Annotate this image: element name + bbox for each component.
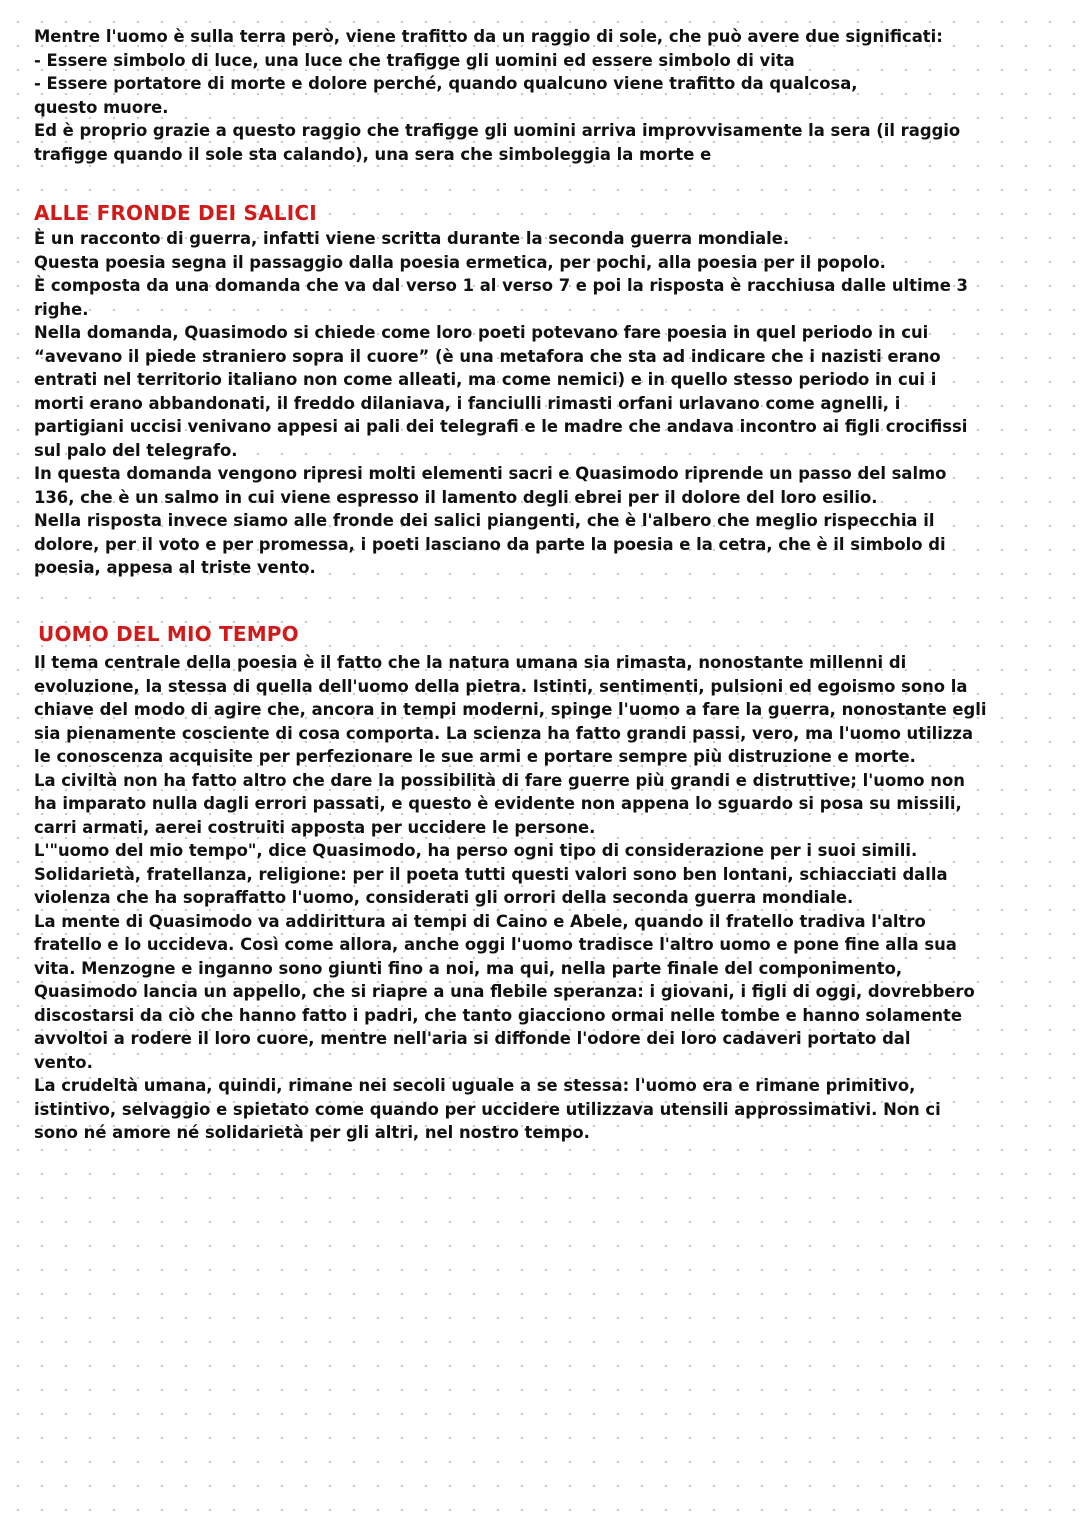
text-line: poesia, appesa al triste vento. bbox=[34, 558, 316, 577]
text-line: Nella domanda, Quasimodo si chiede come loro poeti potevano fare poesia in quel periodo in cui bbox=[34, 323, 929, 342]
text-line: La civiltà non ha fatto altro che dare la possibilità di fare guerre più grandi e distruttive; l'uomo non bbox=[34, 770, 965, 790]
text-line: evoluzione, la stessa di quella dell'uomo della pietra. Istinti, sentimenti, pulsioni ed egoismo sono la bbox=[34, 676, 968, 696]
text-line: vento. bbox=[34, 1052, 93, 1072]
text-line: Quasimodo lancia un appello, che si riapre a una flebile speranza: i giovani, i figli di oggi, dovrebbero bbox=[34, 982, 975, 1001]
text-line: istintivo, selvaggio e spietato come quando per uccidere utilizzava utensili approssimativi. Non ci bbox=[34, 1099, 941, 1119]
text-line: L'"uomo del mio tempo", dice Quasimodo, ha perso ogni tipo di considerazione per i suoi simili. bbox=[34, 841, 918, 860]
text-line: La crudeltà umana, quindi, rimane nei secoli uguale a se stessa: l'uomo era e rimane primitivo, bbox=[34, 1076, 916, 1095]
text-line: vita. Menzogne e inganno sono giunti fino a noi, ma qui, nella parte finale del componimento, bbox=[34, 958, 903, 978]
text-line: avvoltoi a rodere il loro cuore, mentre nell'aria si diffonde l'odore dei loro cadaveri portato dal bbox=[34, 1029, 911, 1048]
text-line: morti erano abbandonati, il freddo dilaniava, i fanciulli rimasti orfani urlavano come agnelli, i bbox=[34, 393, 901, 413]
text-line: fratello e lo uccideva. Così come allora, anche oggi l'uomo tradisce l'altro uomo e pone fine alla sua bbox=[34, 935, 957, 954]
text-line: le conoscenza acquisite per perfezionare le sue armi e portare sempre più distruzione e morte. bbox=[34, 747, 916, 766]
text-line: Ed è proprio grazie a questo raggio che trafigge gli uomini arriva improvvisamente la sera (il raggio bbox=[34, 121, 961, 140]
text-line: carri armati, aerei costruiti apposta per uccidere le persone. bbox=[34, 817, 596, 837]
section-body-salici bbox=[34, 227, 1044, 580]
text-line: righe. bbox=[34, 299, 89, 319]
text-line: sia pienamente cosciente di cosa comporta. La scienza ha fatto grandi passi, vero, ma l'uomo utilizza bbox=[34, 723, 974, 743]
text-line: La mente di Quasimodo va addirittura ai tempi di Caino e Abele, quando il fratello tradiva l'altro bbox=[34, 911, 926, 931]
text-line: Nella risposta invece siamo alle fronde dei salici piangenti, che è l'albero che meglio rispecchia il bbox=[34, 511, 935, 530]
text-line: discostarsi da ciò che hanno fatto i padri, che tanto giacciono ormai nelle tombe e hanno solamente bbox=[34, 1005, 962, 1025]
text-line: 136, che è un salmo in cui viene espresso il lamento degli ebrei per il dolore del loro esilio. bbox=[34, 487, 878, 507]
intro-paragraph bbox=[34, 25, 1044, 166]
text-line: Solidarietà, fratellanza, religione: per il poeta tutti questi valori sono ben lontani, schiacciati dalla bbox=[34, 864, 948, 884]
text-line: ha imparato nulla dagli errori passati, e questo è evidente non appena lo sguardo si posa su missili, bbox=[34, 794, 962, 813]
text-line: partigiani uccisi venivano appesi ai pali dei telegrafi e le madre che andava incontro ai figli crocifissi bbox=[34, 417, 968, 436]
section-body-uomo bbox=[34, 651, 1044, 1145]
text-line: È composta da una domanda che va dal verso 1 al verso 7 e poi la risposta è racchiusa dalle ultime 3 bbox=[34, 276, 968, 295]
text-line: Mentre l'uomo è sulla terra però, viene trafitto da un raggio di sole, che può avere due significati: bbox=[34, 27, 943, 46]
text-line: Il tema centrale della poesia è il fatto che la natura umana sia rimasta, nonostante millenni di bbox=[34, 653, 907, 672]
text-line: trafigge quando il sole sta calando), una sera che simboleggia la morte e bbox=[34, 144, 712, 164]
text-line: È un racconto di guerra, infatti viene scritta durante la seconda guerra mondiale. bbox=[34, 229, 790, 248]
text-line: - Essere portatore di morte e dolore perché, quando qualcuno viene trafitto da qualcosa, bbox=[34, 74, 858, 93]
text-line: In questa domanda vengono ripresi molti elementi sacri e Quasimodo riprende un passo del salmo bbox=[34, 464, 947, 483]
text-line: Questa poesia segna il passaggio dalla poesia ermetica, per pochi, alla poesia per il popolo. bbox=[34, 252, 886, 272]
text-line: dolore, per il voto e per promessa, i poeti lasciano da parte la poesia e la cetra, che è il simbolo di bbox=[34, 534, 946, 554]
text-line: chiave del modo di agire che, ancora in tempi moderni, spinge l'uomo a fare la guerra, nonostante egli bbox=[34, 700, 987, 719]
text-line: questo muore. bbox=[34, 97, 169, 117]
text-line: sul palo del telegrafo. bbox=[34, 440, 238, 460]
text-line: “avevano il piede straniero sopra il cuore” (è una metafora che sta ad indicare che i nazisti erano bbox=[34, 346, 941, 366]
text-line: violenza che ha sopraffatto l'uomo, considerati gli orrori della seconda guerra mondiale. bbox=[34, 888, 854, 907]
text-line: - Essere simbolo di luce, una luce che trafigge gli uomini ed essere simbolo di vita bbox=[34, 50, 795, 70]
text-line: entrati nel territorio italiano non come alleati, ma come nemici) e in quello stesso periodo in cui i bbox=[34, 370, 937, 389]
section-title-uomo: UOMO DEL MIO TEMPO bbox=[38, 622, 299, 646]
section-title-salici: ALLE FRONDE DEI SALICI bbox=[34, 201, 317, 225]
text-line: sono né amore né solidarietà per gli altri, nel nostro tempo. bbox=[34, 1123, 590, 1142]
